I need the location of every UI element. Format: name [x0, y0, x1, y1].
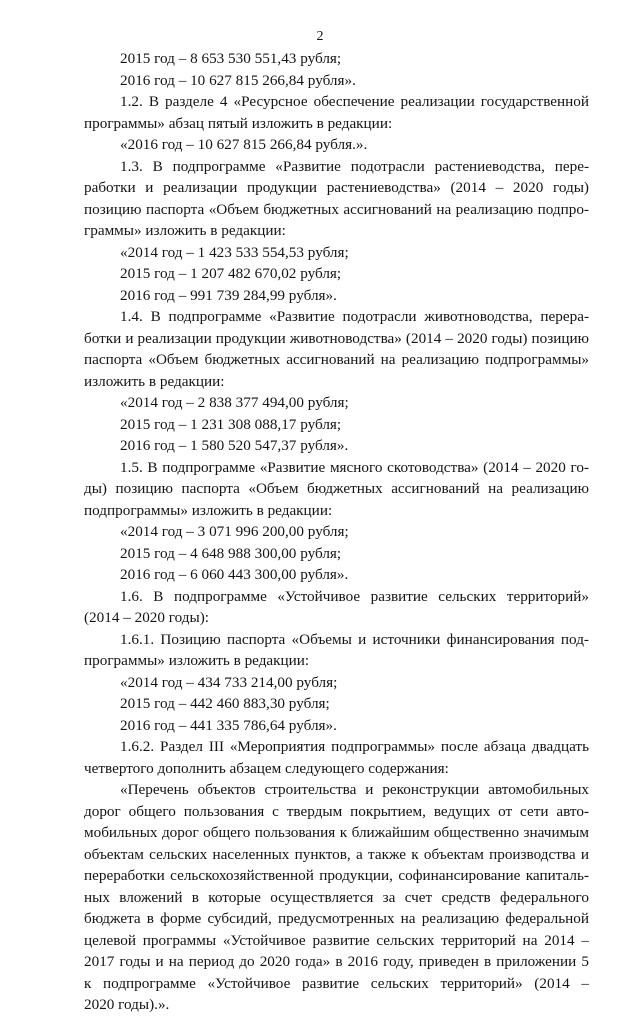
text-line: ботки и реализации продукции животноводства» (2014 – 2020 годы) позицию	[84, 329, 589, 347]
text-line: бюджета в форме субсидий, предусмотренных на реализацию федеральной	[84, 910, 589, 927]
text-line: подпрограммы» изложить в редакции:	[84, 501, 333, 519]
text-line: ных вложений в которые осуществляется за счет средств федерального	[84, 888, 589, 906]
text-line: позицию паспорта «Объем бюджетных ассигнований на реализацию подпро-	[84, 200, 589, 218]
text-line: работки и реализации продукции растениеводства» (2014 – 2020 годы)	[84, 179, 589, 196]
text-line: четвертого дополнить абзацем следующего содержания:	[84, 759, 449, 777]
text-line: переработки сельскохозяйственной продукции, софинансирование капиталь-	[84, 867, 589, 884]
text-line: 1.6.1. Позицию паспорта «Объемы и источники финансирования под-	[120, 630, 589, 648]
text-line: 2016 год – 1 580 520 547,37 рубля».	[120, 437, 349, 454]
text-line: 2016 год – 441 335 786,64 рубля».	[120, 716, 337, 734]
text-line: 1.6. В подпрограмме «Устойчивое развитие сельских территорий»	[120, 587, 589, 605]
text-line: объектам сельских населенных пунктов, а также к объектам производства и	[84, 845, 589, 863]
text-line: «2014 год – 1 423 533 554,53 рубля;	[120, 243, 349, 261]
text-line: мобильных дорог общего пользования к ближайшим общественно значимым	[84, 824, 589, 841]
text-line: «2014 год – 434 733 214,00 рубля;	[120, 673, 338, 691]
text-line: 1.6.2. Раздел III «Мероприятия подпрограммы» после абзаца двадцать	[120, 738, 589, 755]
text-line: 2016 год – 10 627 815 266,84 рубля».	[120, 71, 356, 89]
text-line: 1.3. В подпрограмме «Развитие подотрасли растениеводства, пере-	[120, 157, 589, 175]
text-line: «2014 год – 2 838 377 494,00 рубля;	[120, 394, 349, 411]
text-line: 1.5. В подпрограмме «Развитие мясного скотоводства» (2014 – 2020 го-	[120, 458, 589, 476]
text-line: 2015 год – 442 460 883,30 рубля;	[120, 695, 330, 712]
text-line: 1.4. В подпрограмме «Развитие подотрасли животноводства, перера-	[120, 308, 589, 325]
text-line: ды) позицию паспорта «Объем бюджетных ассигнований на реализацию	[84, 480, 589, 497]
document-body	[84, 48, 589, 1016]
text-line: «2016 год – 10 627 815 266,84 рубля.».	[120, 136, 368, 153]
text-line: граммы» изложить в редакции:	[84, 222, 286, 239]
text-line: паспорта «Объем бюджетных ассигнований на реализацию подпрограммы»	[84, 351, 589, 368]
text-line: программы» абзац пятый изложить в редакции:	[84, 114, 393, 132]
text-line: «Перечень объектов строительства и реконструкции автомобильных	[120, 781, 589, 798]
text-line: 2015 год – 1 231 308 088,17 рубля;	[120, 415, 342, 433]
text-line: 2015 год – 4 648 988 300,00 рубля;	[120, 544, 342, 562]
text-line: 2017 годы и на период до 2020 года» в 2016 году, приведен в приложении 5	[84, 953, 589, 970]
text-line: 2015 год – 1 207 482 670,02 рубля;	[120, 265, 342, 282]
text-line: программы» изложить в редакции:	[84, 652, 310, 669]
page-number: 2	[316, 29, 324, 44]
text-line: 2020 годы).».	[84, 996, 170, 1013]
text-line: целевой программы «Устойчивое развитие сельских территорий на 2014 –	[84, 931, 589, 949]
text-line: «2014 год – 3 071 996 200,00 рубля;	[120, 523, 349, 540]
text-line: дорог общего пользования с твердым покрытием, ведущих от сети авто-	[84, 802, 589, 820]
text-line: к подпрограмме «Устойчивое развитие сельских территорий» (2014 –	[84, 974, 589, 992]
text-line: 2016 год – 6 060 443 300,00 рубля».	[120, 566, 349, 583]
text-line: (2014 – 2020 годы):	[84, 609, 210, 626]
text-line: 1.2. В разделе 4 «Ресурсное обеспечение реализации государственной	[120, 93, 589, 110]
text-line: 2016 год – 991 739 284,99 рубля».	[120, 286, 337, 304]
text-line: 2015 год – 8 653 530 551,43 рубля;	[120, 50, 342, 67]
text-line: изложить в редакции:	[84, 372, 225, 390]
